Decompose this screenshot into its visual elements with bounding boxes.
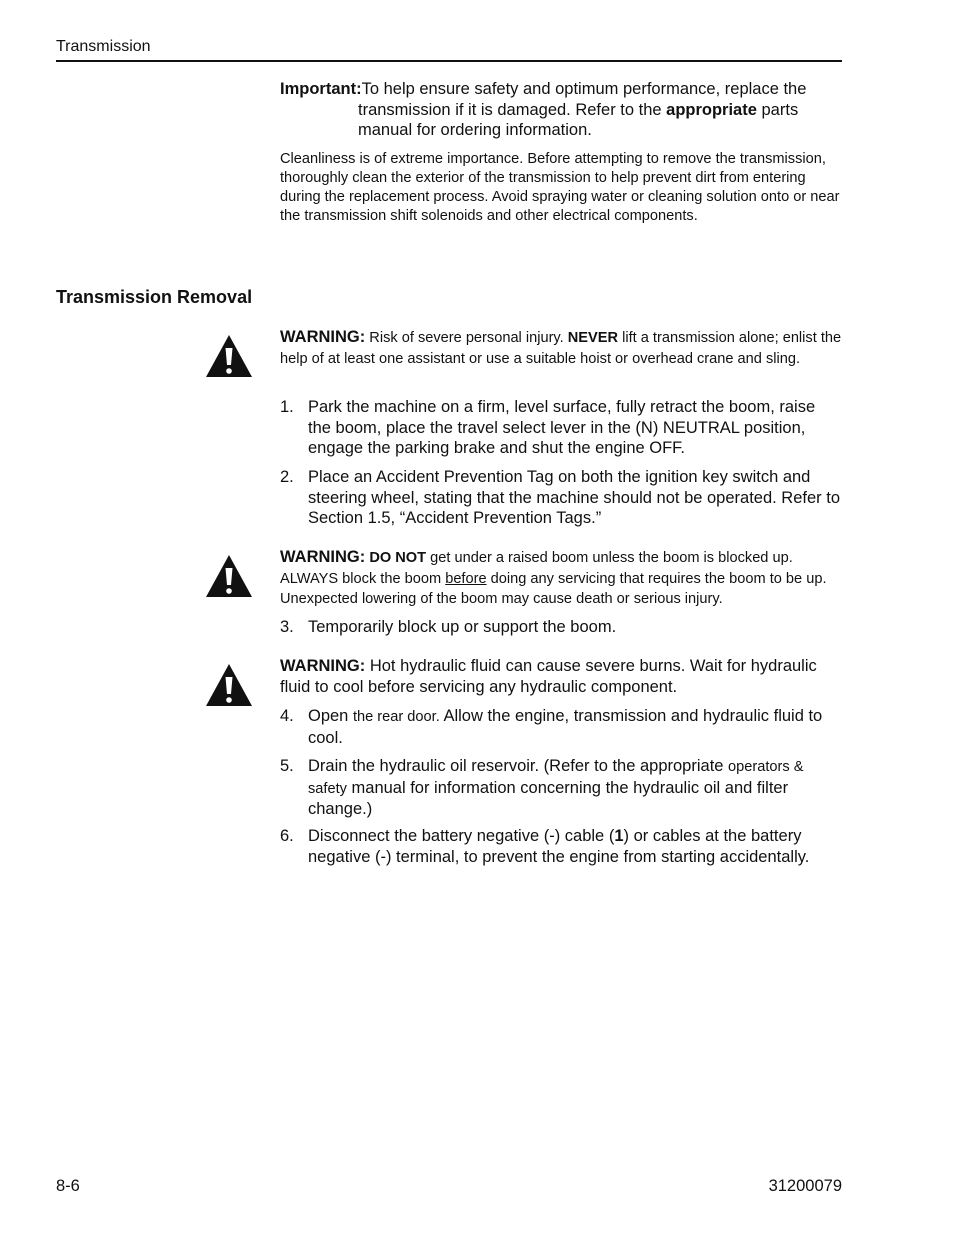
step-1	[280, 397, 842, 459]
step-1-number: 1.	[280, 398, 294, 416]
warning-1-text	[280, 327, 842, 369]
warning-triangle-icon	[205, 663, 253, 707]
warning-3-text	[280, 656, 842, 697]
step-4-small: the rear door.	[352, 709, 440, 725]
warning-2-bold: DO NOT	[369, 550, 427, 566]
warning-1-pre: Risk of severe personal injury.	[365, 330, 568, 346]
important-line-1: To help ensure safety and optimum performance, replace the	[361, 80, 807, 98]
important-line-2-post: parts	[756, 100, 799, 119]
warning-3-body: Hot hydraulic fluid can cause severe burns. Wait for hydraulic fluid to cool before servicing any hydraulic component.	[280, 657, 817, 696]
step-6-bold: 1	[614, 827, 624, 845]
step-1-text: Park the machine on a firm, level surface, fully retract the boom, raise the boom, place the travel select lever in the (N) NEUTRAL position, engage the parking brake and shut the engine OFF.	[308, 398, 816, 457]
warning-1-bold: NEVER	[567, 330, 619, 346]
section-title: Transmission Removal	[56, 287, 253, 307]
step-5-pre: Drain the hydraulic oil reservoir. (Refer to the appropriate	[308, 757, 729, 775]
warning-2-label: WARNING:	[280, 548, 366, 566]
step-5-number: 5.	[280, 757, 294, 775]
warning-2-mid: get under a raised boom unless the boom is blocked up. ALWAYS block the boom	[280, 550, 793, 587]
header-rule	[56, 60, 842, 62]
step-6-post: ) or cables at the battery negative (-) terminal, to prevent the engine from starting accidentally.	[308, 827, 810, 866]
step-6-number: 6.	[280, 827, 294, 845]
warning-2-post: doing any servicing that requires the boom to be up. Unexpected lowering of the boom may cause death or serious injury.	[280, 570, 827, 607]
warning-2-text	[280, 547, 842, 610]
warning-1-post: lift a transmission alone; enlist the help of at least one assistant or use a suitable hoist or overhead crane and sling.	[280, 330, 842, 367]
step-4-pre: Open	[308, 707, 353, 725]
step-4	[280, 706, 842, 748]
step-2	[280, 467, 842, 529]
warning-triangle-icon	[205, 554, 253, 598]
step-6	[280, 826, 842, 867]
warning-3-label: WARNING:	[280, 657, 366, 675]
page-number: 8-6	[56, 1177, 80, 1195]
step-4-post: Allow the engine, transmission and hydraulic fluid to cool.	[308, 707, 823, 747]
step-5-post: manual for information concerning the hydraulic oil and filter change.)	[308, 778, 789, 818]
important-label: Important:	[280, 80, 362, 98]
warning-2-underline: before	[445, 570, 487, 587]
step-3-number: 3.	[280, 618, 294, 636]
step-5-small: operators & safety	[308, 759, 804, 797]
document-number: 31200079	[768, 1177, 842, 1195]
step-6-text	[308, 826, 842, 867]
important-line-2-pre: transmission if it is damaged. Refer to the	[358, 100, 667, 119]
important-line-2-bold: appropriate	[666, 100, 757, 119]
step-2-text: Place an Accident Prevention Tag on both the ignition key switch and steering wheel, stating that the machine should not be operated. Refer to Section 1.5, “Accident Prevention Tags.”	[308, 468, 841, 527]
step-3	[280, 617, 842, 638]
step-4-number: 4.	[280, 707, 294, 725]
header-title: Transmission	[56, 38, 151, 55]
warning-1-label: WARNING:	[280, 328, 366, 346]
important-note	[280, 79, 842, 141]
step-4-text	[308, 706, 842, 748]
cleanliness-paragraph: Cleanliness is of extreme importance. Before attempting to remove the transmission, thoroughly clean the exterior of the transmission to help prevent dirt from entering during the replacement process. Avoid spraying water or cleaning solution onto or near the transmission shift solenoids and other electrical components.	[280, 151, 840, 224]
step-5	[280, 756, 842, 820]
step-2-number: 2.	[280, 468, 294, 486]
warning-triangle-icon	[205, 334, 253, 378]
step-5-text	[308, 756, 842, 820]
step-3-text: Temporarily block up or support the boom.	[308, 618, 617, 636]
important-line-3: manual for ordering information.	[358, 121, 592, 139]
step-6-pre: Disconnect the battery negative (-) cable (	[308, 827, 615, 845]
